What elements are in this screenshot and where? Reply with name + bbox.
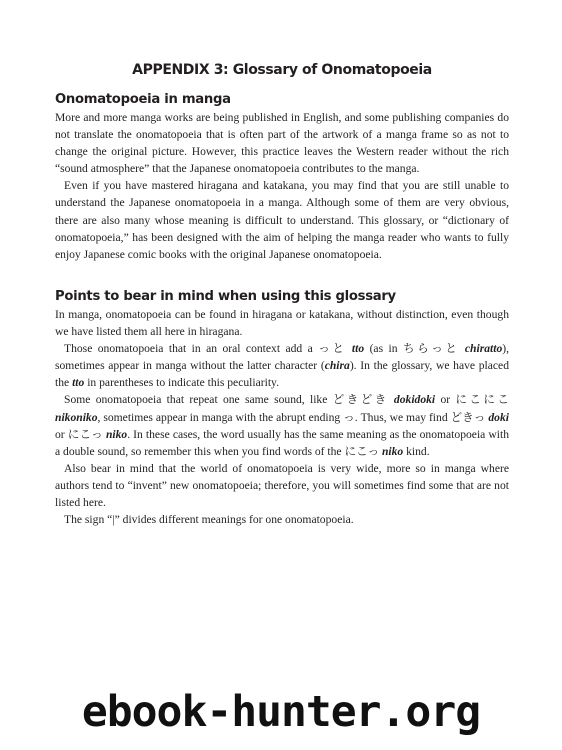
paragraph: More and more manga works are being published in English, and some publishing companies do not translate the onomatopoeia that is often part of the artwork of a manga frame so as not to change the original picture. However, this practice leaves the Western reader without the rich “sound atmosphere” that the Japanese onomatopoeia contributes to the manga. — [55, 111, 509, 176]
kana: どきどき — [332, 393, 389, 407]
romaji: doki — [488, 410, 509, 424]
paragraph: The sign “|” divides different meanings for one onomatopoeia. — [64, 513, 354, 527]
paragraph: Also bear in mind that the world of onomatopoeia is very wide, more so in manga where authors tend to “invent” new onomatopoeia; therefore, you will sometimes find some that are not listed here. — [55, 461, 509, 510]
section-onomatopoeia-in-manga — [55, 91, 509, 263]
kana: ちらっと — [402, 342, 460, 356]
romaji: niko — [105, 427, 128, 441]
paragraph: In manga, onomatopoeia can be found in hiragana or katakana, without distinction, even though we have listed them all here in hiragana. — [55, 308, 509, 339]
paragraph-tto-note: Those onomatopoeia that in an oral context add a っと tto (as in ちらっと chiratto), sometimes appear in manga without the latter character (chira). In the glossary, we have placed the tto in parentheses to indicate this peculiarity. — [55, 342, 510, 390]
kana: っと — [318, 342, 347, 356]
section-heading: Points to bear in mind when using this glossary — [55, 289, 396, 304]
appendix-title: APPENDIX 3: Glossary of Onomatopoeia — [132, 62, 432, 78]
kana: っ — [343, 410, 355, 424]
paragraph-repeat-sound-note: Some onomatopoeia that repeat one same sound, like どきどき dokidoki or にこにこ nikoniko, sometimes appear in manga with the abrupt ending っ. Thus, we may find どきっ doki or にこっ niko. In these cases, the word usually has the same meaning as the onomatopoeia with a double sound, so remember this when you find words of the にこっ niko kind. — [55, 393, 509, 458]
romaji: chira — [324, 359, 350, 373]
romaji: chiratto — [464, 342, 503, 356]
romaji: tto — [72, 376, 85, 390]
kana: どきっ — [450, 410, 486, 424]
kana: にこっ — [67, 427, 103, 441]
section-points-to-bear-in-mind — [55, 288, 509, 528]
romaji: nikoniko — [55, 410, 98, 424]
kana: にこっ — [344, 444, 380, 458]
paragraph: Even if you have mastered hiragana and katakana, you may find that you are still unable to understand the Japanese onomatopoeia in a manga. Although some of them are very obvious, there are also many whose meaning is difficult to understand. This glossary, or “dictionary of onomatopoeia,” has been designed with the aim of helping the manga reader who wants to fully enjoy Japanese comic books with the original Japanese onomatopoeia. — [55, 179, 509, 261]
romaji: tto — [351, 342, 365, 356]
romaji: dokidoki — [393, 393, 436, 407]
watermark: ebook-hunter.org — [81, 687, 481, 737]
section-heading: Onomatopoeia in manga — [55, 92, 231, 107]
kana: にこにこ — [455, 393, 509, 407]
romaji: niko — [381, 444, 404, 458]
